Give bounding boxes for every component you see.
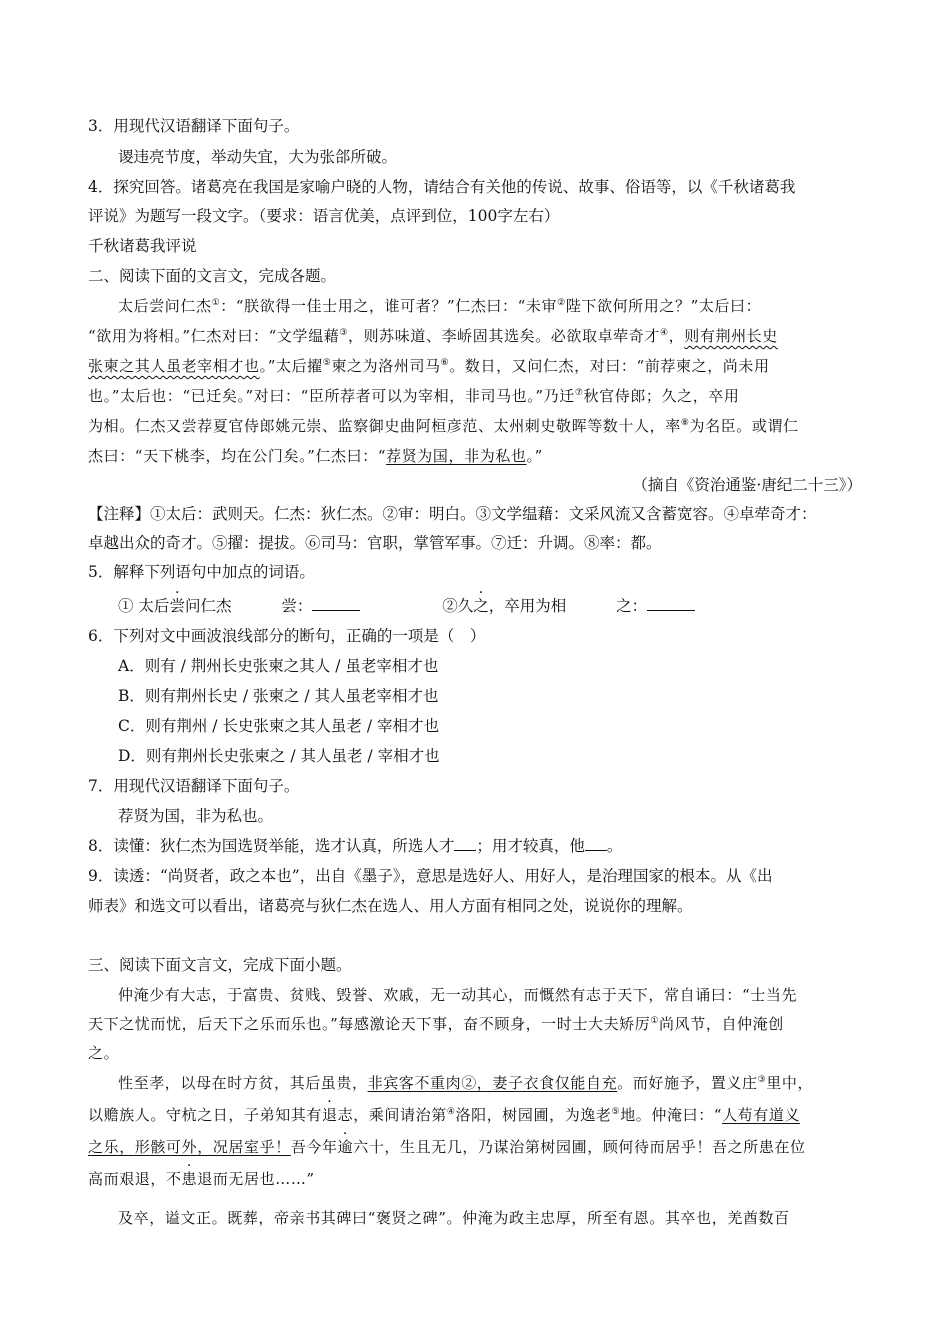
answer-blank[interactable] <box>647 596 695 611</box>
section3-passage-line7: 高而艰退，不患退而无居也……” <box>88 1170 315 1188</box>
answer-blank[interactable] <box>585 836 607 851</box>
wavy-underlined-text: 则有荆州长史 <box>684 327 778 345</box>
section2-passage-line3: 张柬之其人虽老宰相才也。”太后擢⑤柬之为洛州司马⑥。数日，又问仁杰，对曰：“前荐柬之，尚未用 <box>88 357 770 375</box>
dotted-word: 退 <box>322 1106 338 1124</box>
q7-prompt: 7．用现代汉语翻译下面句子。 <box>88 777 300 795</box>
q3-sentence: 谡违亮节度，举动失宜，大为张郃所破。 <box>118 148 398 166</box>
section2-passage-line5: 为相。仁杰又尝荐夏官侍郎姚元崇、监察御史曲阿桓彦范、太州刺史敬晖等数十人，率⑧为名臣。或谓仁 <box>88 417 799 435</box>
q6-option-b[interactable]: B．则有荆州长史 / 张柬之 / 其人虽老宰相才也 <box>118 687 439 705</box>
section2-notes-line1: 【注释】①太后：武则天。仁杰：狄仁杰。②审：明白。③文学缊藉：文采风流又含蓄宽容。④卓荦奇才： <box>88 505 817 523</box>
section3-passage-line6: 之乐，形骸可外，况居室乎！吾今年逾六十，生且无几，乃谋治第树园圃，顾何待而居乎！吾之所患在位 <box>88 1138 806 1156</box>
section3-passage-line1: 仲淹少有大志，于富贵、贫贱、毁誉、欢戚，无一动其心，而慨然有志于天下，常自诵曰：“士当先 <box>118 986 798 1004</box>
section3-passage-line3: 之。 <box>88 1044 120 1062</box>
answer-blank[interactable] <box>454 836 476 851</box>
q4-line2: 评说》为题写一段文字。（要求：语言优美，点评到位，100字左右） <box>88 207 560 225</box>
dotted-word: 患 <box>181 1170 198 1188</box>
q9-line1: 9．读透：“尚贤者，政之本也”，出自《墨子》，意思是选好人、用好人，是治理国家的根本。从《出 <box>88 867 773 885</box>
underlined-sentence: 非宾客不重肉②，妻子衣食仅能自充 <box>367 1074 618 1092</box>
section2-passage-line1: 太后尝问仁杰①：“朕欲得一佳士用之，谁可者？”仁杰曰：“未审②陛下欲何所用之？”太后曰： <box>118 297 762 315</box>
underlined-sentence: 之乐，形骸可外，况居室乎！ <box>88 1138 291 1156</box>
section2-passage-line2: “欲用为将相。”仁杰对曰：“文学缊藉③，则苏味道、李峤固其选矣。必欲取卓荦奇才④，则有荆州长史 <box>88 327 778 345</box>
underlined-sentence: 人苟有道义 <box>722 1106 801 1124</box>
section3-passage-line2: 天下之忧而忧，后天下之乐而乐也。”每感激论天下事，奋不顾身，一时士大夫矫厉①尚风节，自仲淹创 <box>88 1015 784 1033</box>
q9-line2: 师表》和选文可以看出，诸葛亮与狄仁杰在选人、用人方面有相同之处，说说你的理解。 <box>88 897 693 915</box>
section2-passage-line4: 也。”太后也：“已迁矣。”对曰：“臣所荐者可以为宰相，非司马也。”乃迁⑦秋官侍郎；久之，卒用 <box>88 387 740 405</box>
section3-passage-line5: 以赡族人。守杭之日，子弟知其有退志，乘间请治第④洛阳，树园圃，为逸老⑤地。仲淹曰：“人苟有道义 <box>88 1106 801 1124</box>
q7-sentence: 荐贤为国，非为私也。 <box>118 807 274 825</box>
dotted-word: 尝 <box>169 597 185 615</box>
q6-prompt: 6．下列对文中画波浪线部分的断句，正确的一项是（ ） <box>88 627 486 645</box>
q3-prompt: 3．用现代汉语翻译下面句子。 <box>88 117 300 135</box>
section2-passage-line6: 杰曰：“天下桃李，均在公门矣。”仁杰曰：“荐贤为国，非为私也。” <box>88 447 543 465</box>
dotted-word: 逾 <box>337 1138 354 1156</box>
q4-line1: 4．探究回答。诸葛亮在我国是家喻户晓的人物，请结合有关他的传说、故事、俗语等，以《千秋诸葛我 <box>88 178 796 196</box>
section2-notes-line2: 卓越出众的奇才。⑤擢：提拔。⑥司马：官职，掌管军事。⑦迁：升调。⑧率：都。 <box>88 534 662 552</box>
q5-items: ① 太后尝问仁杰 尝： ②久之，卒用为相 之： <box>118 596 862 616</box>
section3-passage-line8: 及卒，谥文正。既葬，帝亲书其碑曰“褒贤之碑”。仲淹为政主忠厚，所至有恩。其卒也，羌酋数百 <box>118 1209 790 1227</box>
underlined-sentence: 荐贤为国，非为私也 <box>386 447 527 465</box>
q6-option-a[interactable]: A．则有 / 荆州长史张柬之其人 / 虽老宰相才也 <box>118 657 439 675</box>
section2-source: （摘自《资治通鉴·唐纪二十三》） <box>632 476 862 494</box>
q6-option-c[interactable]: C．则有荆州 / 长史张柬之其人虽老 / 宰相才也 <box>118 717 440 735</box>
section3-heading: 三、阅读下面文言文，完成下面小题。 <box>88 956 352 974</box>
section3-passage-line4: 性至孝，以母在时方贫，其后虽贵，非宾客不重肉②，妻子衣食仅能自充。而好施予，置义庄③里中， <box>118 1074 814 1092</box>
q5-prompt: 5．解释下列语句中加点的词语。 <box>88 563 315 581</box>
q4-title: 千秋诸葛我评说 <box>88 237 197 255</box>
section2-heading: 二、阅读下面的文言文，完成各题。 <box>88 267 337 285</box>
q6-option-d[interactable]: D．则有荆州长史张柬之 / 其人虽老 / 宰相才也 <box>118 747 440 765</box>
answer-blank[interactable] <box>312 596 360 611</box>
wavy-underlined-text: 张柬之其人虽老宰相才也 <box>88 357 260 375</box>
dotted-word: 之 <box>473 597 489 615</box>
q8-text: 8．读懂：狄仁杰为国选贤举能，选才认真，所选人才 ；用才较真，他 。 <box>88 837 623 855</box>
